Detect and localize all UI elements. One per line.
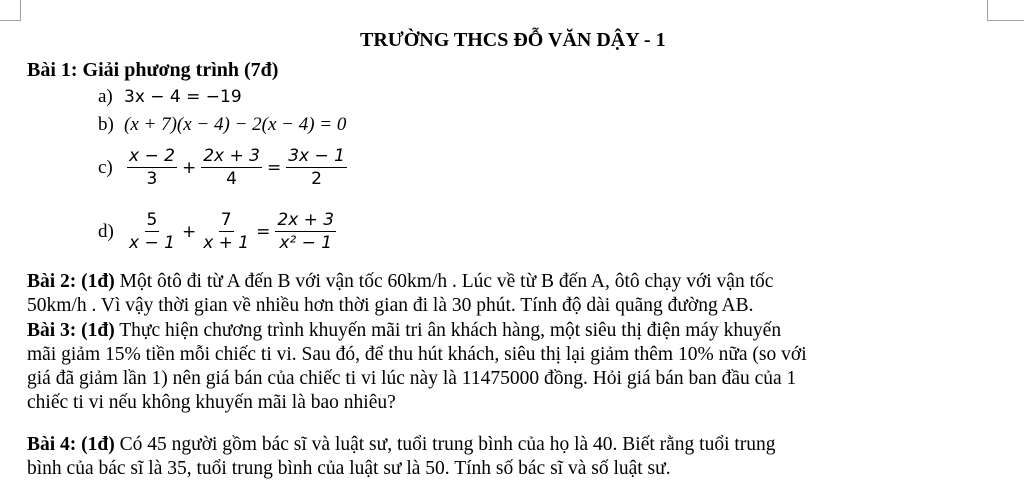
fraction-numerator: 7	[220, 210, 232, 230]
bai2-paragraph	[27, 270, 1002, 318]
equation-a-expr: 3x − 4 = −19	[124, 87, 242, 107]
fraction-numerator: 5	[146, 210, 158, 230]
page-corner-mark-left	[0, 0, 21, 21]
equals-operator: =	[256, 221, 271, 242]
plus-operator: +	[181, 221, 197, 242]
equals-operator: =	[266, 157, 282, 178]
bai3-line-3: giá đã giảm lần 1) nên giá bán của chiếc ti vi lúc này là 11475000 đồng. Hỏi giá bán ban đầu của 1	[27, 368, 797, 389]
bai4-line-2: bình của bác sĩ là 35, tuổi trung bình của luật sư là 50. Tính số bác sĩ và số luật sư.	[27, 458, 671, 479]
equation-a	[98, 86, 242, 108]
equation-b-expr: (x + 7)(x − 4) − 2(x − 4) = 0	[124, 114, 347, 135]
equation-b	[98, 114, 346, 136]
bai4-paragraph	[27, 433, 1002, 481]
equation-c	[98, 146, 350, 189]
fraction-denominator: x + 1	[203, 233, 250, 253]
equation-b-label: b)	[98, 114, 114, 135]
fraction-numerator: 2x + 3	[277, 210, 335, 230]
bai2-label: Bài 2: (1đ)	[27, 271, 115, 292]
fraction	[201, 210, 251, 253]
bai3-line-2: mãi giảm 15% tiền mỗi chiếc ti vi. Sau đó, để thu hút khách, siêu thị lại giảm thêm 10% nữa (so với	[27, 344, 807, 365]
bai3-paragraph	[27, 319, 1002, 415]
fraction	[275, 210, 336, 253]
equation-d-label: d)	[98, 220, 114, 242]
fraction-numerator: 3x − 1	[288, 146, 345, 166]
fraction-numerator: 2x + 3	[203, 146, 260, 166]
equation-d	[98, 210, 339, 253]
page-corner-mark-right	[987, 0, 1024, 21]
equation-d-expr	[124, 210, 339, 253]
bai3-label: Bài 3: (1đ)	[27, 320, 115, 341]
fraction	[201, 146, 262, 189]
fraction-denominator: x − 1	[129, 233, 175, 253]
bai2-line-2: 50km/h . Vì vậy thời gian về nhiều hơn thời gian đi là 30 phút. Tính độ dài quãng đường AB.	[27, 295, 754, 316]
school-title: TRƯỜNG THCS ĐỖ VĂN DẬY - 1	[360, 29, 666, 51]
fraction	[127, 210, 177, 253]
fraction	[286, 146, 347, 189]
fraction-denominator: 2	[311, 169, 322, 189]
plus-operator: +	[181, 157, 197, 178]
bai2-line-1: Một ôtô đi từ A đến B với vận tốc 60km/h . Lúc về từ B đến A, ôtô chạy với vận tốc	[114, 271, 774, 292]
equation-c-expr	[124, 146, 350, 189]
fraction-denominator: x² − 1	[279, 233, 333, 253]
equation-c-label: c)	[98, 156, 113, 178]
bai4-line-1: Có 45 người gồm bác sĩ và luật sư, tuổi trung bình của họ là 40. Biết rằng tuổi trung	[114, 434, 776, 455]
bai1-heading: Bài 1: Giải phương trình (7đ)	[27, 59, 279, 81]
bai4-label: Bài 4: (1đ)	[27, 434, 115, 455]
fraction-numerator: x − 2	[129, 146, 175, 166]
equation-a-label: a)	[98, 86, 113, 107]
bai3-line-4: chiếc ti vi nếu không khuyến mãi là bao nhiêu?	[27, 392, 396, 413]
bai3-line-1: Thực hiện chương trình khuyến mãi tri ân khách hàng, một siêu thị điện máy khuyến	[114, 320, 782, 341]
fraction-denominator: 4	[226, 169, 237, 189]
fraction	[127, 146, 177, 189]
fraction-denominator: 3	[146, 169, 158, 189]
